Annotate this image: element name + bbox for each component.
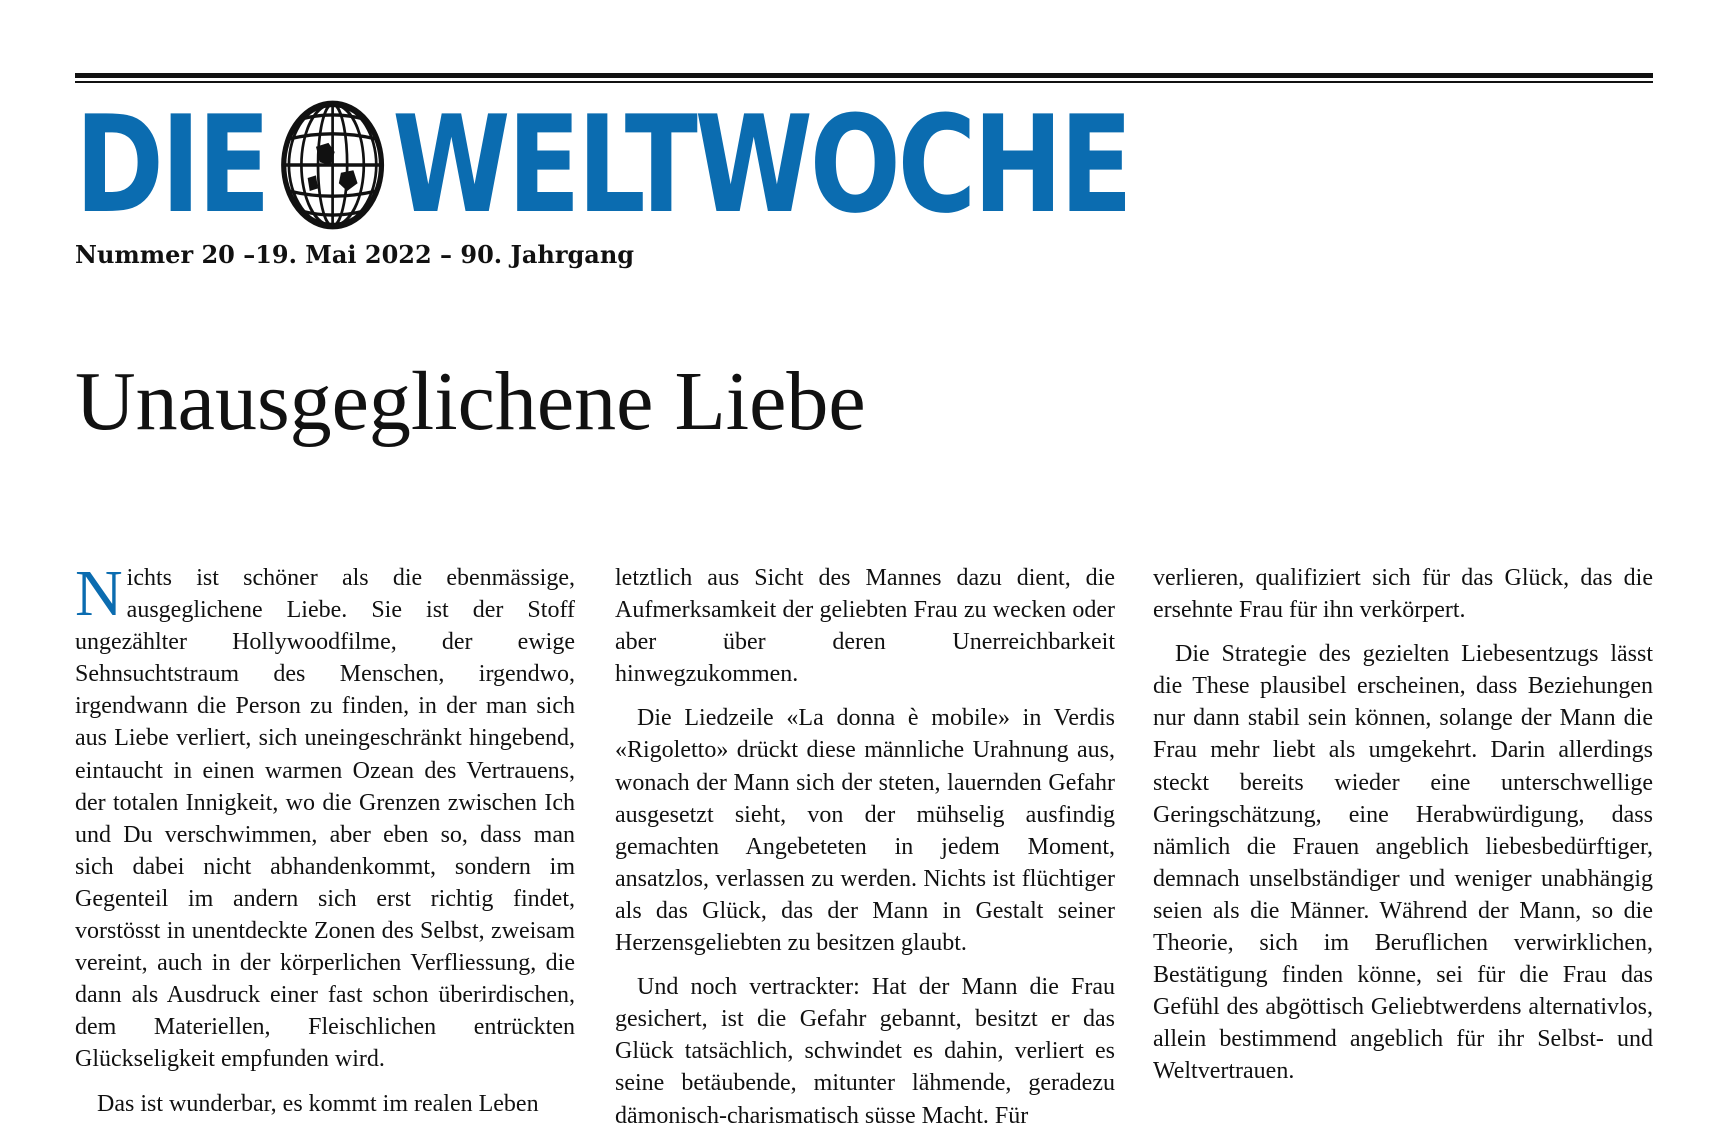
article-column-2 — [615, 562, 1115, 1129]
article-paragraph: Die Liedzeile «La donna è mobile» in Verdis «Rigoletto» drückt diese männliche Urahnung aus, wonach der Mann sich der steten, lauernden Gefahr ausgesetzt sieht, von der mühselig ausfindig gemachten Angebeteten in jedem Moment, ansatzlos, verlassen zu werden. Nichts ist flüchtiger als das Glück, das der Mann in Gestalt seiner Herzensgeliebten zu besitzen glaubt. — [615, 705, 1115, 957]
article-body — [75, 557, 1653, 1129]
article-paragraph: Die Strategie des gezielten Liebesentzugs lässt die These plausibel erscheinen, dass Beziehungen nur dann stabil sein können, solange der Mann die Frau mehr liebt als umgekehrt. Darin allerdings steckt bereits wieder eine unterschwellige Geringschätzung, eine Herabwürdigung, dass nämlich die Frauen angeblich liebesbedürftiger, demnach unselbständiger und weniger unabhängig seien als die Männer. Während der Mann, so die Theorie, sich im Beruflichen verwirklichen, Bestätigung finden könne, sei für die Frau das Gefühl des abgöttisch Geliebtwerdens alternativlos, allein bestimmend angeblich für ihr Selbst- und Weltvertrauen. — [1153, 641, 1653, 1085]
masthead-word-weltwoche: WELTWOCHE — [392, 87, 1130, 243]
masthead-word-die: DIE — [75, 87, 268, 243]
globe-icon — [280, 100, 384, 230]
article-headline: Unausgeglichene Liebe — [75, 355, 866, 448]
masthead-logo — [75, 87, 1130, 243]
article-paragraph: Das ist wunderbar, es kommt im realen Leben — [97, 1090, 539, 1117]
paragraph-text: ichts ist schöner als die ebenmässige, ausgeglichene Liebe. Sie ist der Stoff ungezählter Hollywoodfilme, der ewige Sehnsuchtstraum des Menschen, irgendwo, irgendwann die Person zu finden, in der man sich aus Liebe verliert, sich uneingeschränkt hingebend, eintaucht in einen warmen Ozean des Vertrauens, der totalen Innigkeit, wo die Grenzen zwischen Ich und Du verschwimmen, aber eben so, dass man sich dabei nicht abhandenkommt, sondern im Gegenteil im andern sich erst richtig findet, vorstösst in unentdeckte Zonen des Selbst, zweisam vereint, auch in der körperlichen Verfliessung, die dann als Ausdruck einer fast schon überirdischen, dem Materiellen, Fleischlichen entrückten Glückseligkeit empfunden wird. — [75, 565, 575, 1073]
masthead-rule-thick — [75, 73, 1653, 78]
article-column-1 — [75, 557, 575, 1117]
article-column-3 — [1153, 562, 1653, 1102]
issue-line: Nummer 20 –19. Mai 2022 – 90. Jahrgang — [75, 240, 635, 269]
drop-cap: N — [75, 557, 123, 630]
article-paragraph: letztlich aus Sicht des Mannes dazu dient, die Aufmerksamkeit der geliebten Frau zu wecken oder aber über deren Unerreichbarkeit hinwegzukommen. — [615, 565, 1115, 688]
article-paragraph: verlieren, qualifiziert sich für das Glück, das die ersehnte Frau für ihn verkörpert. — [1153, 565, 1653, 624]
article-paragraph — [75, 557, 575, 1076]
masthead-rule-thin — [75, 81, 1653, 83]
article-paragraph: Und noch vertrackter: Hat der Mann die Frau gesichert, ist die Gefahr gebannt, besitzt er das Glück tatsächlich, schwindet es dahin, verliert es seine betäubende, mitunter lähmende, geradezu dämonisch-charismatisch süsse Macht. Für — [615, 974, 1115, 1129]
